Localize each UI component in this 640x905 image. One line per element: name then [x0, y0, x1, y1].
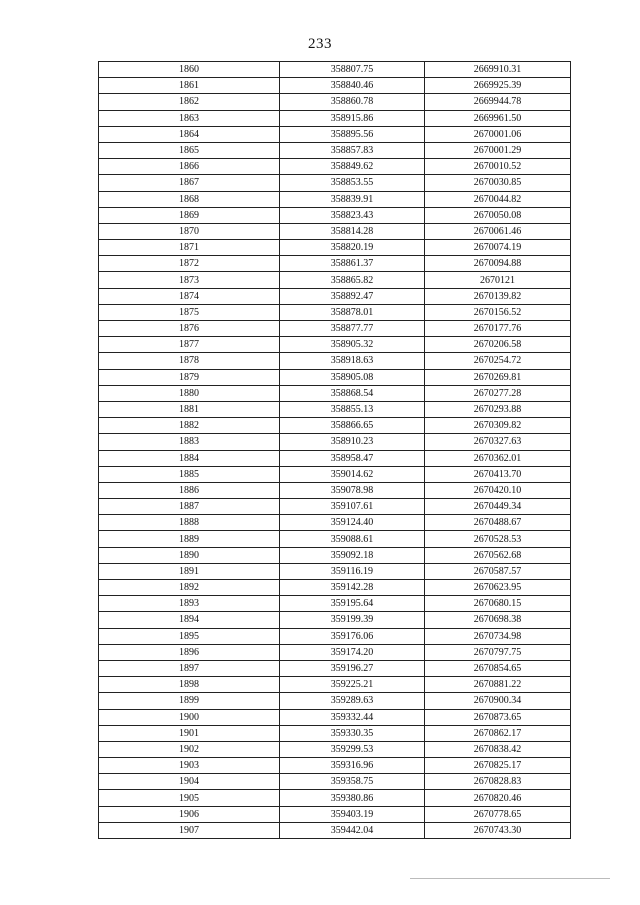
point-id-cell: 1871 [99, 240, 280, 256]
point-id-cell: 1877 [99, 337, 280, 353]
point-id-cell: 1901 [99, 725, 280, 741]
x-coordinate-cell: 359176.06 [280, 628, 425, 644]
y-coordinate-cell: 2670825.17 [425, 758, 571, 774]
point-id-cell: 1900 [99, 709, 280, 725]
x-coordinate-cell: 358857.83 [280, 142, 425, 158]
point-id-cell: 1868 [99, 191, 280, 207]
y-coordinate-cell: 2670050.08 [425, 207, 571, 223]
table-row [99, 126, 571, 142]
x-coordinate-cell: 359199.39 [280, 612, 425, 628]
table-row [99, 223, 571, 239]
point-id-cell: 1881 [99, 401, 280, 417]
y-coordinate-cell: 2670828.83 [425, 774, 571, 790]
x-coordinate-cell: 359107.61 [280, 499, 425, 515]
point-id-cell: 1895 [99, 628, 280, 644]
table-row [99, 304, 571, 320]
x-coordinate-cell: 359142.28 [280, 580, 425, 596]
x-coordinate-cell: 358814.28 [280, 223, 425, 239]
table-row [99, 175, 571, 191]
table-row [99, 547, 571, 563]
table-row [99, 240, 571, 256]
x-coordinate-cell: 358868.54 [280, 385, 425, 401]
table-row [99, 288, 571, 304]
y-coordinate-cell: 2670254.72 [425, 353, 571, 369]
table-row [99, 385, 571, 401]
table-row [99, 774, 571, 790]
point-id-cell: 1879 [99, 369, 280, 385]
table-row [99, 596, 571, 612]
x-coordinate-cell: 359442.04 [280, 822, 425, 838]
y-coordinate-cell: 2670139.82 [425, 288, 571, 304]
y-coordinate-cell: 2669961.50 [425, 110, 571, 126]
x-coordinate-cell: 358878.01 [280, 304, 425, 320]
y-coordinate-cell: 2670881.22 [425, 677, 571, 693]
table-row [99, 790, 571, 806]
table-row [99, 709, 571, 725]
y-coordinate-cell: 2670854.65 [425, 660, 571, 676]
table-row [99, 531, 571, 547]
y-coordinate-cell: 2670094.88 [425, 256, 571, 272]
y-coordinate-cell: 2670206.58 [425, 337, 571, 353]
y-coordinate-cell: 2670838.42 [425, 741, 571, 757]
x-coordinate-cell: 358807.75 [280, 62, 425, 78]
x-coordinate-cell: 358855.13 [280, 401, 425, 417]
point-id-cell: 1887 [99, 499, 280, 515]
x-coordinate-cell: 358877.77 [280, 321, 425, 337]
point-id-cell: 1875 [99, 304, 280, 320]
y-coordinate-cell: 2670698.38 [425, 612, 571, 628]
y-coordinate-cell: 2670121 [425, 272, 571, 288]
point-id-cell: 1864 [99, 126, 280, 142]
x-coordinate-cell: 358866.65 [280, 418, 425, 434]
x-coordinate-cell: 359195.64 [280, 596, 425, 612]
x-coordinate-cell: 359196.27 [280, 660, 425, 676]
point-id-cell: 1884 [99, 450, 280, 466]
point-id-cell: 1894 [99, 612, 280, 628]
x-coordinate-cell: 359358.75 [280, 774, 425, 790]
table-row [99, 482, 571, 498]
y-coordinate-cell: 2670362.01 [425, 450, 571, 466]
table-row [99, 256, 571, 272]
x-coordinate-cell: 359174.20 [280, 644, 425, 660]
table-row [99, 434, 571, 450]
y-coordinate-cell: 2670734.98 [425, 628, 571, 644]
x-coordinate-cell: 358860.78 [280, 94, 425, 110]
table-row [99, 450, 571, 466]
point-id-cell: 1893 [99, 596, 280, 612]
y-coordinate-cell: 2670001.29 [425, 142, 571, 158]
y-coordinate-cell: 2670156.52 [425, 304, 571, 320]
point-id-cell: 1867 [99, 175, 280, 191]
point-id-cell: 1873 [99, 272, 280, 288]
y-coordinate-cell: 2670587.57 [425, 563, 571, 579]
table-row [99, 499, 571, 515]
point-id-cell: 1905 [99, 790, 280, 806]
point-id-cell: 1892 [99, 580, 280, 596]
y-coordinate-cell: 2670309.82 [425, 418, 571, 434]
x-coordinate-cell: 359316.96 [280, 758, 425, 774]
y-coordinate-cell: 2670862.17 [425, 725, 571, 741]
page-number: 233 [308, 36, 332, 52]
table-row [99, 110, 571, 126]
point-id-cell: 1872 [99, 256, 280, 272]
table-row [99, 612, 571, 628]
x-coordinate-cell: 359078.98 [280, 482, 425, 498]
table-row [99, 369, 571, 385]
table-row [99, 142, 571, 158]
point-id-cell: 1880 [99, 385, 280, 401]
table-row [99, 466, 571, 482]
y-coordinate-cell: 2670743.30 [425, 822, 571, 838]
x-coordinate-cell: 359332.44 [280, 709, 425, 725]
point-id-cell: 1874 [99, 288, 280, 304]
x-coordinate-cell: 359299.53 [280, 741, 425, 757]
table-row [99, 159, 571, 175]
y-coordinate-cell: 2670293.88 [425, 401, 571, 417]
y-coordinate-cell: 2670778.65 [425, 806, 571, 822]
y-coordinate-cell: 2670623.95 [425, 580, 571, 596]
y-coordinate-cell: 2670797.75 [425, 644, 571, 660]
point-id-cell: 1903 [99, 758, 280, 774]
point-id-cell: 1860 [99, 62, 280, 78]
table-row [99, 693, 571, 709]
y-coordinate-cell: 2670001.06 [425, 126, 571, 142]
point-id-cell: 1898 [99, 677, 280, 693]
x-coordinate-cell: 358892.47 [280, 288, 425, 304]
table-row [99, 515, 571, 531]
x-coordinate-cell: 359225.21 [280, 677, 425, 693]
point-id-cell: 1882 [99, 418, 280, 434]
y-coordinate-cell: 2670562.68 [425, 547, 571, 563]
table-row [99, 628, 571, 644]
table-row [99, 207, 571, 223]
x-coordinate-cell: 359092.18 [280, 547, 425, 563]
table-row [99, 741, 571, 757]
x-coordinate-cell: 358853.55 [280, 175, 425, 191]
x-coordinate-cell: 359403.19 [280, 806, 425, 822]
point-id-cell: 1899 [99, 693, 280, 709]
x-coordinate-cell: 358861.37 [280, 256, 425, 272]
table-row [99, 660, 571, 676]
y-coordinate-cell: 2670061.46 [425, 223, 571, 239]
y-coordinate-cell: 2670449.34 [425, 499, 571, 515]
x-coordinate-cell: 358895.56 [280, 126, 425, 142]
point-id-cell: 1889 [99, 531, 280, 547]
point-id-cell: 1863 [99, 110, 280, 126]
x-coordinate-cell: 359289.63 [280, 693, 425, 709]
point-id-cell: 1865 [99, 142, 280, 158]
table-row [99, 418, 571, 434]
x-coordinate-cell: 359330.35 [280, 725, 425, 741]
x-coordinate-cell: 358905.32 [280, 337, 425, 353]
table-row [99, 321, 571, 337]
point-id-cell: 1862 [99, 94, 280, 110]
point-id-cell: 1902 [99, 741, 280, 757]
point-id-cell: 1886 [99, 482, 280, 498]
table-row [99, 78, 571, 94]
y-coordinate-cell: 2670488.67 [425, 515, 571, 531]
x-coordinate-cell: 358918.63 [280, 353, 425, 369]
x-coordinate-cell: 358849.62 [280, 159, 425, 175]
point-id-cell: 1890 [99, 547, 280, 563]
x-coordinate-cell: 359124.40 [280, 515, 425, 531]
point-id-cell: 1878 [99, 353, 280, 369]
point-id-cell: 1883 [99, 434, 280, 450]
x-coordinate-cell: 358839.91 [280, 191, 425, 207]
y-coordinate-cell: 2670277.28 [425, 385, 571, 401]
table-row [99, 563, 571, 579]
point-id-cell: 1906 [99, 806, 280, 822]
x-coordinate-cell: 358820.19 [280, 240, 425, 256]
y-coordinate-cell: 2670010.52 [425, 159, 571, 175]
y-coordinate-cell: 2670044.82 [425, 191, 571, 207]
y-coordinate-cell: 2670327.63 [425, 434, 571, 450]
y-coordinate-cell: 2670420.10 [425, 482, 571, 498]
table-row [99, 644, 571, 660]
point-id-cell: 1866 [99, 159, 280, 175]
point-id-cell: 1869 [99, 207, 280, 223]
y-coordinate-cell: 2670074.19 [425, 240, 571, 256]
table-row [99, 822, 571, 838]
table-row [99, 353, 571, 369]
y-coordinate-cell: 2670030.85 [425, 175, 571, 191]
table-row [99, 806, 571, 822]
point-id-cell: 1870 [99, 223, 280, 239]
point-id-cell: 1885 [99, 466, 280, 482]
y-coordinate-cell: 2670269.81 [425, 369, 571, 385]
x-coordinate-cell: 358823.43 [280, 207, 425, 223]
point-id-cell: 1891 [99, 563, 280, 579]
y-coordinate-cell: 2670528.53 [425, 531, 571, 547]
point-id-cell: 1861 [99, 78, 280, 94]
y-coordinate-cell: 2670680.15 [425, 596, 571, 612]
point-id-cell: 1907 [99, 822, 280, 838]
y-coordinate-cell: 2670900.34 [425, 693, 571, 709]
table-row [99, 94, 571, 110]
x-coordinate-cell: 358865.82 [280, 272, 425, 288]
table-row [99, 401, 571, 417]
table-row [99, 580, 571, 596]
x-coordinate-cell: 359116.19 [280, 563, 425, 579]
table-row [99, 758, 571, 774]
y-coordinate-cell: 2670413.70 [425, 466, 571, 482]
table-row [99, 191, 571, 207]
point-id-cell: 1897 [99, 660, 280, 676]
table-row [99, 62, 571, 78]
y-coordinate-cell: 2670177.76 [425, 321, 571, 337]
x-coordinate-cell: 358910.23 [280, 434, 425, 450]
footer-rule [410, 878, 610, 879]
point-id-cell: 1904 [99, 774, 280, 790]
point-id-cell: 1876 [99, 321, 280, 337]
point-id-cell: 1888 [99, 515, 280, 531]
coordinate-table-body [99, 62, 571, 839]
y-coordinate-cell: 2669944.78 [425, 94, 571, 110]
x-coordinate-cell: 359088.61 [280, 531, 425, 547]
y-coordinate-cell: 2669925.39 [425, 78, 571, 94]
y-coordinate-cell: 2670873.65 [425, 709, 571, 725]
table-row [99, 677, 571, 693]
y-coordinate-cell: 2670820.46 [425, 790, 571, 806]
table-row [99, 272, 571, 288]
x-coordinate-cell: 358915.86 [280, 110, 425, 126]
coordinate-table [98, 61, 571, 839]
x-coordinate-cell: 359380.86 [280, 790, 425, 806]
x-coordinate-cell: 358958.47 [280, 450, 425, 466]
x-coordinate-cell: 359014.62 [280, 466, 425, 482]
y-coordinate-cell: 2669910.31 [425, 62, 571, 78]
point-id-cell: 1896 [99, 644, 280, 660]
table-row [99, 337, 571, 353]
x-coordinate-cell: 358840.46 [280, 78, 425, 94]
table-row [99, 725, 571, 741]
x-coordinate-cell: 358905.08 [280, 369, 425, 385]
